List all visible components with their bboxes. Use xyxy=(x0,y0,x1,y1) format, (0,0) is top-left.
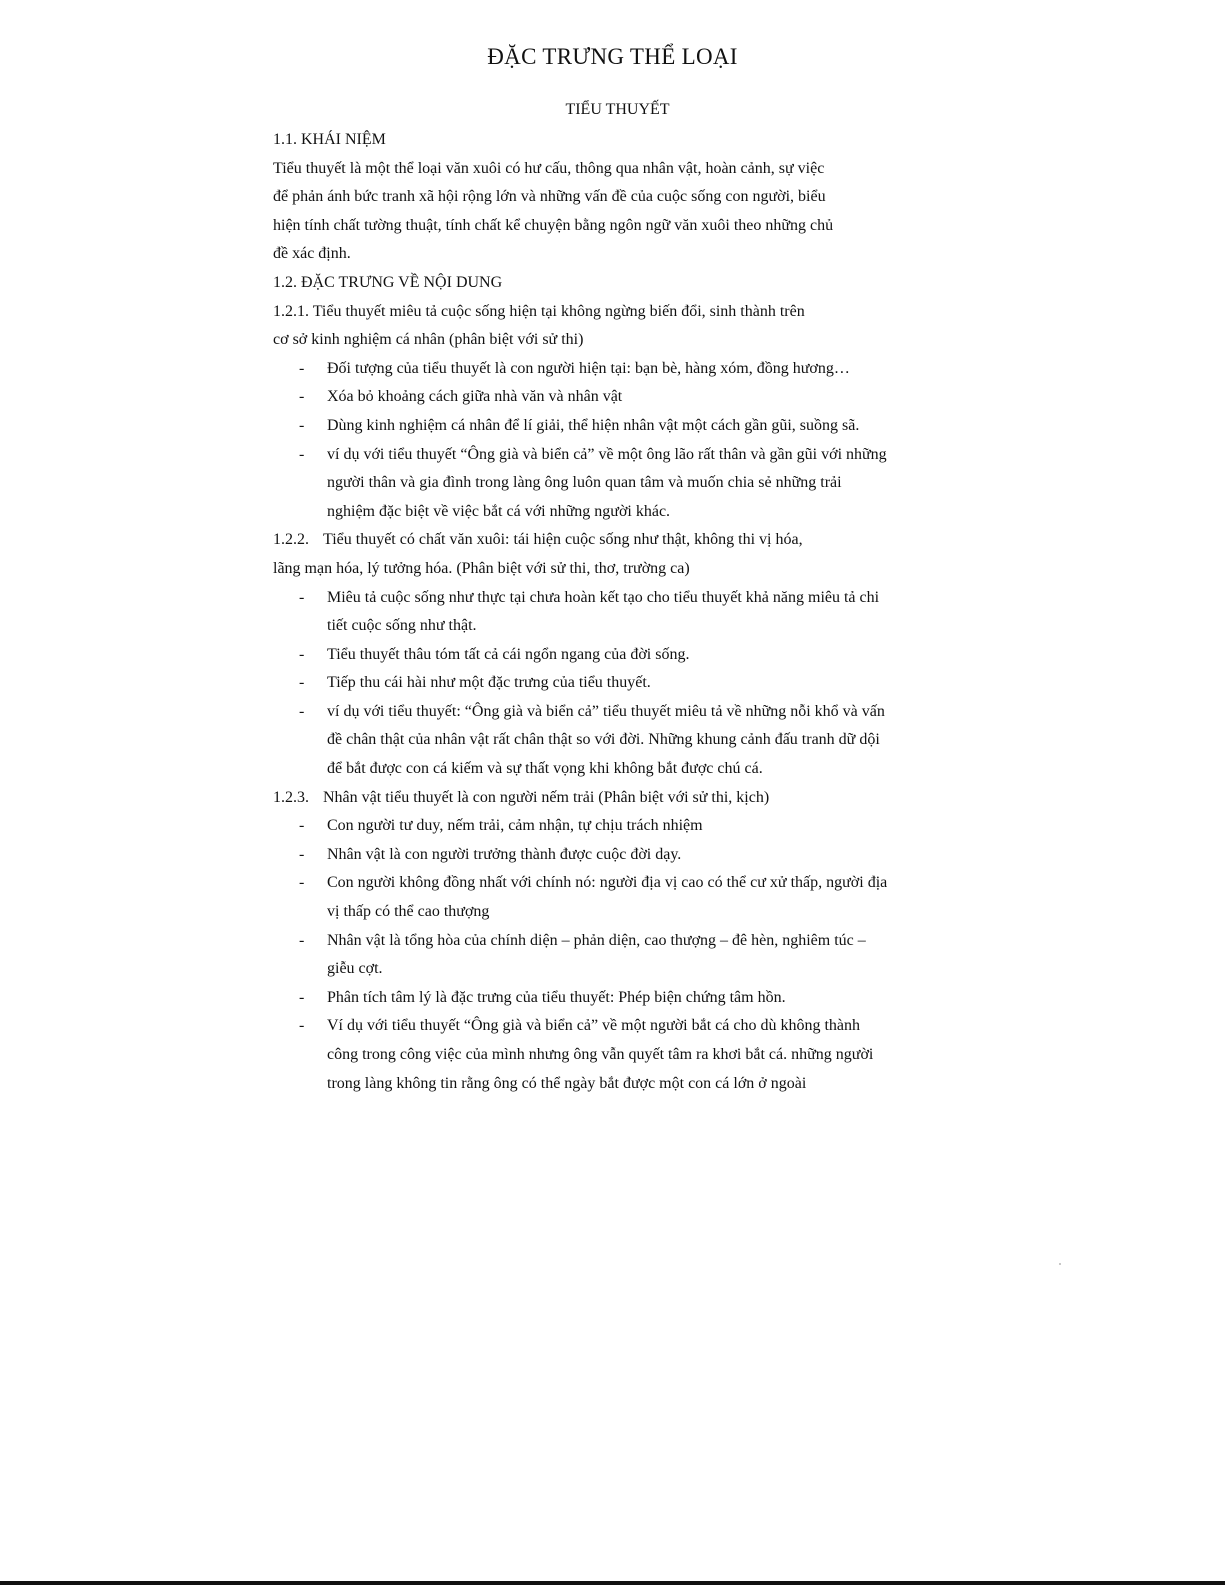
heading-line: 1.2.1. Tiểu thuyết miêu tả cuộc sống hiện tại không ngừng biến đổi, sinh thành trên xyxy=(273,302,805,320)
list-item xyxy=(273,927,893,984)
list-item xyxy=(273,412,893,441)
bullet-dash: - xyxy=(299,416,305,434)
list-item xyxy=(273,669,893,698)
heading-line: cơ sở kinh nghiệm cá nhân (phân biệt với sử thi) xyxy=(273,331,584,349)
subsection-heading-1-2-1 xyxy=(273,298,893,355)
paragraph-line: hiện tính chất tường thuật, tính chất kể chuyện bằng ngôn ngữ văn xuôi theo những chủ xyxy=(273,216,834,234)
list-item xyxy=(273,441,893,527)
subsection-heading-1-2-2 xyxy=(273,526,893,583)
bullet-dash: - xyxy=(299,359,305,377)
list-item-text: ví dụ với tiểu thuyết: “Ông già và biển cả” tiểu thuyết miêu tả về những nỗi khổ và vấn đề chân thật của nhân vật rất chân thật so với đời. Những khung cảnh đấu tranh dữ dội để bắt được con cá kiếm và sự thất vọng khi không bắt được chú cá. xyxy=(327,702,885,778)
section-heading-1-1: 1.1. KHÁI NIỆM xyxy=(273,131,386,148)
heading-line xyxy=(273,526,893,555)
heading-text: Nhân vật tiểu thuyết là con người nếm trải (Phân biệt với sử thi, kịch) xyxy=(323,788,770,806)
list-item-text: Phân tích tâm lý là đặc trưng của tiểu thuyết: Phép biện chứng tâm hồn. xyxy=(327,988,786,1006)
bullet-dash: - xyxy=(299,1017,305,1035)
list-item-text: Tiếp thu cái hài như một đặc trưng của tiểu thuyết. xyxy=(327,674,651,692)
list-item-text: Xóa bỏ khoảng cách giữa nhà văn và nhân vật xyxy=(327,388,623,406)
bullet-dash: - xyxy=(299,674,305,692)
document-title: ĐẶC TRƯNG THỂ LOẠI xyxy=(487,44,738,69)
document-subtitle xyxy=(0,101,1225,119)
list-item xyxy=(273,584,893,641)
bullet-dash: - xyxy=(299,845,305,863)
list-item xyxy=(273,841,893,870)
list-item-text: Miêu tả cuộc sống như thực tại chưa hoàn kết tạo cho tiểu thuyết khả năng miêu tả chi tiết cuộc sống như thật. xyxy=(327,588,880,635)
list-item xyxy=(273,1012,893,1098)
bullet-dash: - xyxy=(299,931,305,949)
scan-speck xyxy=(1059,1263,1061,1265)
list-item-text: Nhân vật là con người trưởng thành được cuộc đời dạy. xyxy=(327,845,682,863)
list-item xyxy=(273,869,893,926)
subtitle-text: TIỂU THUYẾT xyxy=(565,101,670,118)
paragraph-line: đề xác định. xyxy=(273,245,351,263)
list-item xyxy=(273,355,893,384)
section-number: 1.2.3. xyxy=(273,788,309,806)
page-bottom-edge xyxy=(0,1581,1225,1585)
list-item-text: Con người không đồng nhất với chính nó: người địa vị cao có thể cư xử thấp, người địa vị thấp có thể cao thượng xyxy=(327,874,888,921)
bullet-dash: - xyxy=(299,988,305,1006)
subsection-heading-1-2-3 xyxy=(273,784,893,813)
list-item-text: ví dụ với tiểu thuyết “Ông già và biển cả” về một ông lão rất thân và gần gũi với những người thân và gia đình trong làng ông luôn quan tâm và muốn chia sẻ những trải nghiệm đặc biệt về việc bắt cá với những người khác. xyxy=(327,445,887,520)
bullet-dash: - xyxy=(299,445,305,463)
section-heading-1-2: 1.2. ĐẶC TRƯNG VỀ NỘI DUNG xyxy=(273,273,503,291)
paragraph-line: để phản ánh bức tranh xã hội rộng lớn và những vấn đề của cuộc sống con người, biểu xyxy=(273,188,826,206)
list-item xyxy=(273,698,893,784)
paragraph-khai-niem xyxy=(273,155,893,269)
bullet-dash: - xyxy=(299,388,305,406)
bullet-dash: - xyxy=(299,588,305,606)
list-item-text: Đối tượng của tiểu thuyết là con người hiện tại: bạn bè, hàng xóm, đồng hương… xyxy=(327,359,850,377)
list-item xyxy=(273,641,893,670)
bullet-dash: - xyxy=(299,645,305,663)
heading-line: lãng mạn hóa, lý tưởng hóa. (Phân biệt với sử thi, thơ, trường ca) xyxy=(273,559,690,577)
bullet-dash: - xyxy=(299,874,305,892)
bullet-list-1-2-3 xyxy=(273,812,893,1098)
list-item-text: Con người tư duy, nếm trải, cảm nhận, tự chịu trách nhiệm xyxy=(327,817,703,835)
list-item xyxy=(273,383,893,412)
bullet-list-1-2-1 xyxy=(273,355,893,527)
list-item xyxy=(273,812,893,841)
list-item-text: Dùng kinh nghiệm cá nhân để lí giải, thể hiện nhân vật một cách gần gũi, suồng sã. xyxy=(327,416,860,434)
bullet-dash: - xyxy=(299,817,305,835)
section-number: 1.2.2. xyxy=(273,531,309,549)
list-item-text: Nhân vật là tổng hòa của chính diện – phản diện, cao thượng – đê hèn, nghiêm túc – giễu cợt. xyxy=(327,931,866,978)
heading-text: Tiểu thuyết có chất văn xuôi: tái hiện cuộc sống như thật, không thi vị hóa, xyxy=(323,531,803,549)
bullet-list-1-2-2 xyxy=(273,584,893,784)
list-item-text: Tiểu thuyết thâu tóm tất cả cái ngổn ngang của đời sống. xyxy=(327,645,690,663)
document-body xyxy=(273,126,893,1098)
paragraph-line: Tiểu thuyết là một thể loại văn xuôi có hư cấu, thông qua nhân vật, hoàn cảnh, sự việc xyxy=(273,159,825,177)
list-item xyxy=(273,984,893,1013)
list-item-text: Ví dụ với tiểu thuyết “Ông già và biển cả” về một người bắt cá cho dù không thành công trong công việc của mình nhưng ông vẫn quyết tâm ra khơi bắt cá. những người trong làng không tin rằng ông có thể ngày bắt được một con cá lớn ở ngoài xyxy=(327,1017,874,1092)
bullet-dash: - xyxy=(299,702,305,720)
